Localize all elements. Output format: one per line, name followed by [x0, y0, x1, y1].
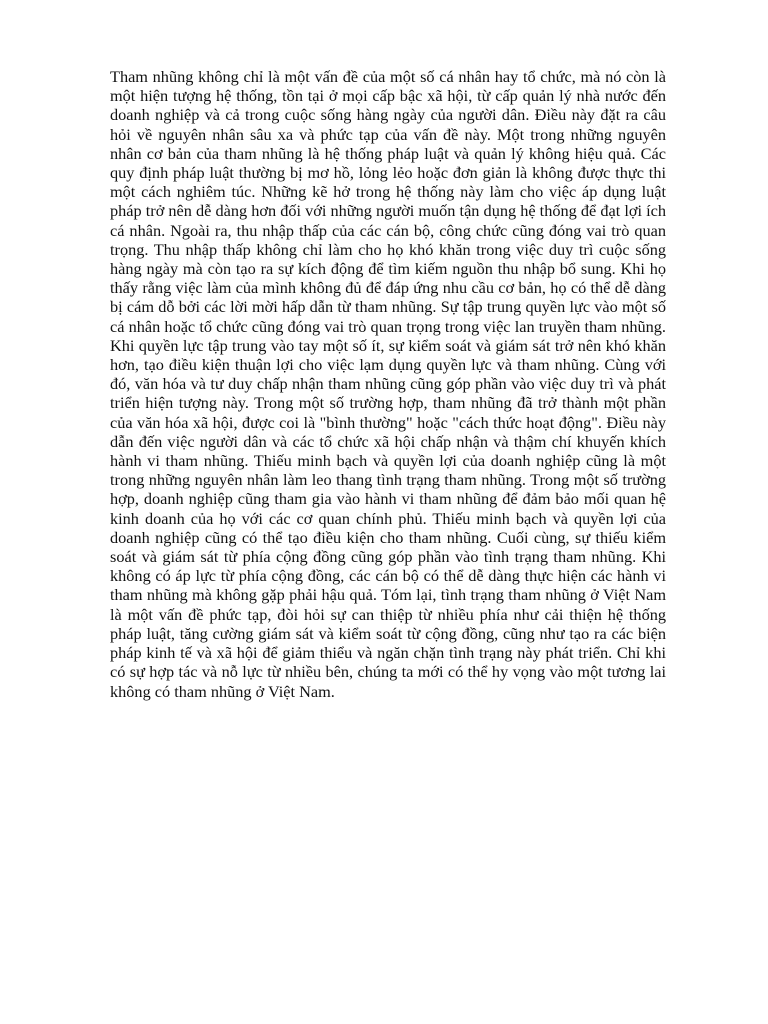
- body-paragraph: Tham nhũng không chỉ là một vấn đề của một số cá nhân hay tổ chức, mà nó còn là một hiện tượng hệ thống, tồn tại ở mọi cấp bậc xã hội, từ cấp quản lý nhà nước đến doanh nghiệp và cả trong cuộc sống hàng ngày của người dân. Điều này đặt ra câu hỏi về nguyên nhân sâu xa và phức tạp của vấn đề này. Một trong những nguyên nhân cơ bản của tham nhũng là hệ thống pháp luật và quản lý không hiệu quả. Các quy định pháp luật thường bị mơ hồ, lỏng lẻo hoặc đơn giản là không được thực thi một cách nghiêm túc. Những kẽ hở trong hệ thống này làm cho việc áp dụng luật pháp trở nên dễ dàng hơn đối với những người muốn tận dụng hệ thống để đạt lợi ích cá nhân. Ngoài ra, thu nhập thấp của các cán bộ, công chức cũng đóng vai trò quan trọng. Thu nhập thấp không chỉ làm cho họ khó khăn trong việc duy trì cuộc sống hàng ngày mà còn tạo ra sự kích động để tìm kiếm nguồn thu nhập bổ sung. Khi họ thấy rằng việc làm của mình không đủ để đáp ứng nhu cầu cơ bản, họ có thể dễ dàng bị cám dỗ bởi các lời mời hấp dẫn từ tham nhũng. Sự tập trung quyền lực vào một số cá nhân hoặc tổ chức cũng đóng vai trò quan trọng trong việc lan truyền tham nhũng. Khi quyền lực tập trung vào tay một số ít, sự kiểm soát và giám sát trở nên khó khăn hơn, tạo điều kiện thuận lợi cho việc lạm dụng quyền lực và tham nhũng. Cùng với đó, văn hóa và tư duy chấp nhận tham nhũng cũng góp phần vào việc duy trì và phát triển hiện tượng này. Trong một số trường hợp, tham nhũng đã trở thành một phần của văn hóa xã hội, được coi là "bình thường" hoặc "cách thức hoạt động". Điều này dẫn đến việc người dân và các tổ chức xã hội chấp nhận và thậm chí khuyến khích hành vi tham nhũng. Thiếu minh bạch và quyền lợi của doanh nghiệp cũng là một trong những nguyên nhân làm leo thang tình trạng tham nhũng. Trong một số trường hợp, doanh nghiệp cũng tham gia vào hành vi tham nhũng để đảm bảo mối quan hệ kinh doanh của họ với các cơ quan chính phủ. Thiếu minh bạch và quyền lợi của doanh nghiệp cũng có thể tạo điều kiện cho tham nhũng. Cuối cùng, sự thiếu kiểm soát và giám sát từ phía cộng đồng cũng góp phần vào tình trạng tham nhũng. Khi không có áp lực từ phía cộng đồng, các cán bộ có thể dễ dàng thực hiện các hành vi tham nhũng mà không gặp phải hậu quả. Tóm lại, tình trạng tham nhũng ở Việt Nam là một vấn đề phức tạp, đòi hỏi sự can thiệp từ nhiều phía như cải thiện hệ thống pháp luật, tăng cường giám sát và kiểm soát từ cộng đồng, cũng như tạo ra các biện pháp kinh tế và xã hội để giảm thiểu và ngăn chặn tình trạng này phát triển. Chỉ khi có sự hợp tác và nỗ lực từ nhiều bên, chúng ta mới có thể hy vọng vào một tương lai không có tham nhũng ở Việt Nam.: [110, 67, 666, 701]
